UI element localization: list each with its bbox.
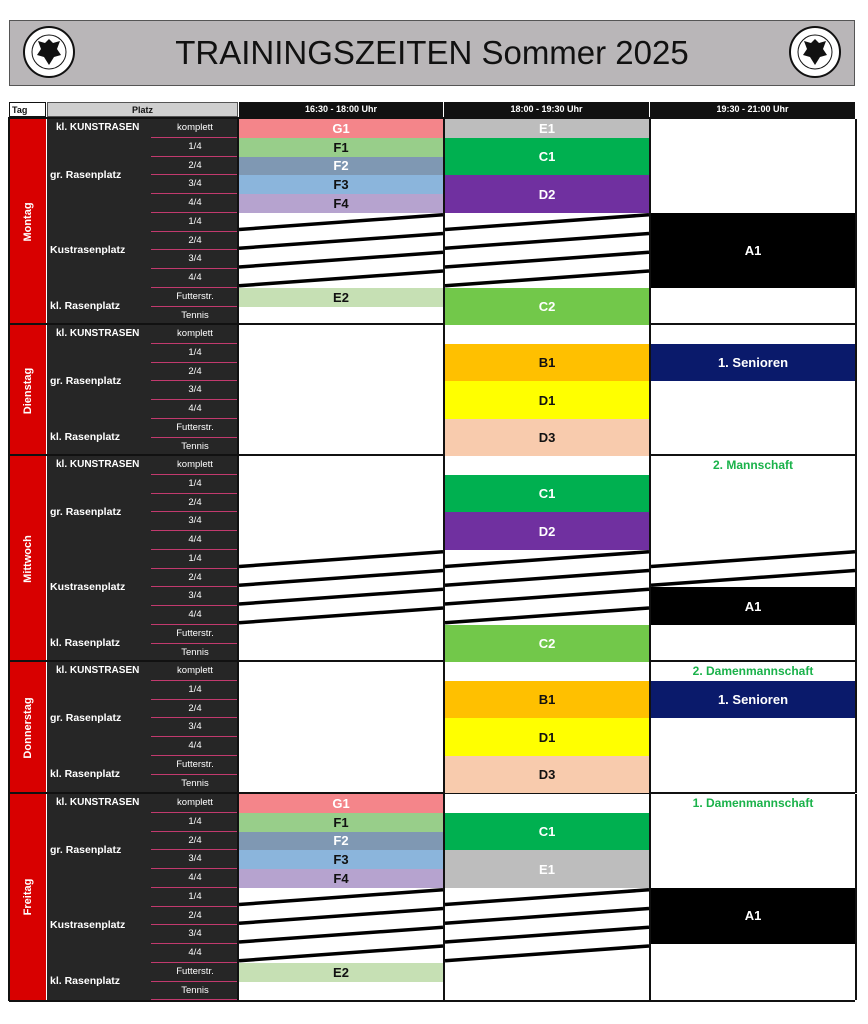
block-d3: D3 bbox=[445, 419, 649, 457]
blocked-stroke bbox=[445, 589, 649, 604]
sub-field: 1/4 bbox=[151, 681, 239, 700]
sub-field: 2/4 bbox=[151, 907, 239, 926]
block-d2: D2 bbox=[445, 512, 649, 550]
day-separator bbox=[9, 1000, 855, 1002]
block-f2: F2 bbox=[239, 832, 443, 851]
sub-field: 2/4 bbox=[151, 363, 239, 382]
text-1-damenmannschaft: 1. Damenmannschaft bbox=[692, 796, 814, 810]
sub-field: 4/4 bbox=[151, 737, 239, 756]
blocked-stroke bbox=[445, 234, 649, 249]
sub-field: 1/4 bbox=[151, 475, 239, 494]
platz-ku: Kustrasenplatz bbox=[47, 888, 151, 963]
platz-kl-kunstrasen: kl. KUNSTRASEN bbox=[47, 794, 151, 813]
day-label-fr bbox=[9, 794, 46, 1000]
blocked-stroke bbox=[239, 234, 443, 249]
header-slot3: 19:30 - 21:00 Uhr bbox=[650, 102, 855, 117]
blocked-stroke bbox=[445, 552, 649, 567]
sub-field: Tennis bbox=[151, 644, 239, 663]
day-label-mi bbox=[9, 456, 46, 662]
day-name: Mittwoch bbox=[21, 535, 34, 583]
column-border bbox=[855, 662, 857, 793]
sub-field: 2/4 bbox=[151, 832, 239, 851]
sub-field: 2/4 bbox=[151, 232, 239, 251]
platz-ku: Kustrasenplatz bbox=[47, 213, 151, 288]
blocked-stroke bbox=[445, 909, 649, 924]
sub-field: 1/4 bbox=[151, 344, 239, 363]
sub-field: 3/4 bbox=[151, 250, 239, 269]
platz-kl-kunstrasen: kl. KUNSTRASEN bbox=[47, 662, 151, 681]
block-a1: A1 bbox=[651, 213, 855, 288]
sub-field: 4/4 bbox=[151, 269, 239, 288]
day-label-do bbox=[9, 662, 46, 793]
platz-klr: kl. Rasenplatz bbox=[47, 756, 151, 794]
block-b1: B1 bbox=[445, 344, 649, 382]
block-e1: E1 bbox=[445, 119, 649, 138]
blocked-stroke bbox=[239, 927, 443, 942]
sub-field: Futterstr. bbox=[151, 288, 239, 307]
block-e1: E1 bbox=[445, 850, 649, 888]
sub-field: 4/4 bbox=[151, 869, 239, 888]
column-border bbox=[855, 119, 857, 325]
platz-kl-kunstrasen: kl. KUNSTRASEN bbox=[47, 456, 151, 475]
block-c1: C1 bbox=[445, 138, 649, 176]
platz-gr: gr. Rasenplatz bbox=[47, 681, 151, 756]
day-separator bbox=[9, 323, 855, 325]
blocked-stroke bbox=[445, 571, 649, 586]
sub-field: komplett bbox=[151, 119, 239, 138]
text-2-mannschaft: 2. Mannschaft bbox=[712, 458, 793, 472]
blocked-stroke bbox=[239, 552, 443, 567]
day-name: Donnerstag bbox=[21, 697, 34, 759]
sub-field: Futterstr. bbox=[151, 625, 239, 644]
block-c2: C2 bbox=[445, 288, 649, 326]
block-senioren: 1. Senioren bbox=[651, 681, 855, 719]
block-b1: B1 bbox=[445, 681, 649, 719]
header-slot2: 18:00 - 19:30 Uhr bbox=[444, 102, 649, 117]
blocked-stroke bbox=[651, 571, 855, 586]
column-border bbox=[8, 117, 10, 1001]
sub-field: 2/4 bbox=[151, 494, 239, 513]
platz-klr: kl. Rasenplatz bbox=[47, 963, 151, 1001]
header-slot1: 16:30 - 18:00 Uhr bbox=[239, 102, 443, 117]
blocked-stroke bbox=[239, 252, 443, 267]
sub-field: Tennis bbox=[151, 775, 239, 794]
sub-field: Tennis bbox=[151, 982, 239, 1001]
sub-field: 2/4 bbox=[151, 700, 239, 719]
day-label-mo bbox=[9, 119, 46, 325]
day-name: Dienstag bbox=[21, 367, 34, 414]
sub-field: 2/4 bbox=[151, 157, 239, 176]
page-title: TRAININGSZEITEN Sommer 2025 bbox=[175, 34, 689, 71]
column-border bbox=[855, 325, 857, 456]
sub-field: komplett bbox=[151, 456, 239, 475]
sub-field: 3/4 bbox=[151, 381, 239, 400]
platz-kl-kunstrasen: kl. KUNSTRASEN bbox=[47, 325, 151, 344]
platz-kl-kunstrasen: kl. KUNSTRASEN bbox=[47, 119, 151, 138]
sub-field: Tennis bbox=[151, 438, 239, 457]
blocked-stroke bbox=[239, 608, 443, 623]
block-g1: G1 bbox=[239, 794, 443, 813]
sub-field: komplett bbox=[151, 662, 239, 681]
platz-klr: kl. Rasenplatz bbox=[47, 288, 151, 326]
block-g1: G1 bbox=[239, 119, 443, 138]
blocked-stroke bbox=[445, 608, 649, 623]
sub-field: 3/4 bbox=[151, 175, 239, 194]
block-d1: D1 bbox=[445, 381, 649, 419]
blocked-stroke bbox=[239, 946, 443, 961]
block-f1: F1 bbox=[239, 138, 443, 157]
day-label-di bbox=[9, 325, 46, 456]
blocked-stroke bbox=[445, 271, 649, 286]
sub-field: 2/4 bbox=[151, 569, 239, 588]
block-d1: D1 bbox=[445, 718, 649, 756]
platz-gr: gr. Rasenplatz bbox=[47, 475, 151, 550]
title-banner bbox=[9, 20, 855, 86]
sub-field: 3/4 bbox=[151, 925, 239, 944]
block-c1: C1 bbox=[445, 475, 649, 513]
blocked-stroke bbox=[445, 946, 649, 961]
blocked-stroke bbox=[239, 890, 443, 905]
block-f3: F3 bbox=[239, 850, 443, 869]
platz-klr: kl. Rasenplatz bbox=[47, 419, 151, 457]
sub-field: 4/4 bbox=[151, 531, 239, 550]
platz-gr: gr. Rasenplatz bbox=[47, 813, 151, 888]
column-border bbox=[855, 794, 857, 1000]
platz-klr: kl. Rasenplatz bbox=[47, 625, 151, 663]
block-e2: E2 bbox=[239, 288, 443, 307]
sub-field: 3/4 bbox=[151, 718, 239, 737]
day-name: Freitag bbox=[21, 878, 34, 916]
day-name: Montag bbox=[21, 202, 34, 242]
block-c1: C1 bbox=[445, 813, 649, 851]
block-f1: F1 bbox=[239, 813, 443, 832]
header-tag: Tag bbox=[9, 102, 46, 117]
block-f4: F4 bbox=[239, 869, 443, 888]
block-c2: C2 bbox=[445, 625, 649, 663]
column-border bbox=[237, 456, 239, 662]
sub-field: komplett bbox=[151, 325, 239, 344]
column-border bbox=[237, 662, 239, 793]
header-platz: Platz bbox=[47, 102, 238, 117]
sub-field: 1/4 bbox=[151, 888, 239, 907]
blocked-stroke bbox=[239, 571, 443, 586]
sub-field: 3/4 bbox=[151, 850, 239, 869]
platz-ku: Kustrasenplatz bbox=[47, 550, 151, 625]
blocked-stroke bbox=[239, 271, 443, 286]
blocked-stroke bbox=[445, 927, 649, 942]
block-a1: A1 bbox=[651, 888, 855, 944]
sub-field: Futterstr. bbox=[151, 419, 239, 438]
sub-field: Futterstr. bbox=[151, 963, 239, 982]
blocked-stroke bbox=[239, 909, 443, 924]
sub-field: 3/4 bbox=[151, 512, 239, 531]
club-logo-right bbox=[788, 25, 842, 79]
platz-gr: gr. Rasenplatz bbox=[47, 344, 151, 419]
blocked-stroke bbox=[239, 589, 443, 604]
block-e2: E2 bbox=[239, 963, 443, 982]
column-border bbox=[649, 456, 651, 662]
block-d3: D3 bbox=[445, 756, 649, 794]
sub-field: 3/4 bbox=[151, 587, 239, 606]
sub-field: Tennis bbox=[151, 307, 239, 326]
block-f3: F3 bbox=[239, 175, 443, 194]
blocked-stroke bbox=[445, 252, 649, 267]
blocked-stroke bbox=[445, 215, 649, 230]
sub-field: Futterstr. bbox=[151, 756, 239, 775]
sub-field: komplett bbox=[151, 794, 239, 813]
sub-field: 4/4 bbox=[151, 400, 239, 419]
block-senioren: 1. Senioren bbox=[651, 344, 855, 382]
blocked-stroke bbox=[651, 552, 855, 567]
sub-field: 1/4 bbox=[151, 550, 239, 569]
sub-field: 1/4 bbox=[151, 813, 239, 832]
sub-field: 4/4 bbox=[151, 606, 239, 625]
sub-field: 1/4 bbox=[151, 138, 239, 157]
column-border bbox=[855, 456, 857, 662]
blocked-stroke bbox=[239, 215, 443, 230]
block-f2: F2 bbox=[239, 157, 443, 176]
block-a1: A1 bbox=[651, 587, 855, 625]
sub-field: 4/4 bbox=[151, 944, 239, 963]
platz-gr: gr. Rasenplatz bbox=[47, 138, 151, 213]
sub-field: 1/4 bbox=[151, 213, 239, 232]
column-border bbox=[237, 325, 239, 456]
sub-field: 4/4 bbox=[151, 194, 239, 213]
block-f4: F4 bbox=[239, 194, 443, 213]
text-2-damenmannschaft: 2. Damenmannschaft bbox=[692, 664, 814, 678]
blocked-stroke bbox=[445, 890, 649, 905]
block-d2: D2 bbox=[445, 175, 649, 213]
